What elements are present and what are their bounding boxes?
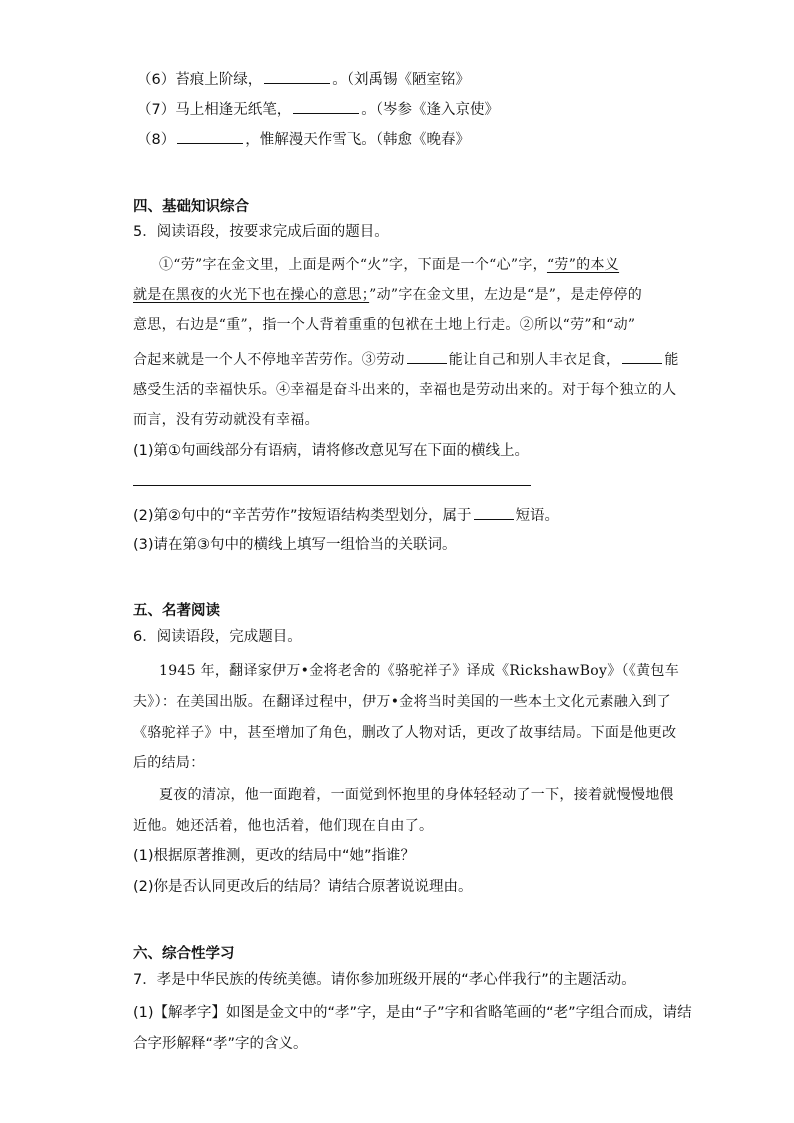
- passage-6-line: 近他。她还活着，他也活着，他们现在自由了。: [133, 818, 434, 834]
- passage-5-line: 感受生活的幸福快乐。④幸福是奋斗出来的，幸福也是劳动出来的。对于每个独立的人: [133, 382, 677, 398]
- question-5-prompt: 5．阅读语段，按要求完成后面的题目。: [133, 224, 389, 240]
- passage-5-line: 意思，右边是“重”，指一个人背着重重的包袱在土地上行走。②所以“劳”和“动”: [133, 317, 636, 333]
- answer-blank[interactable]: [293, 98, 359, 114]
- question-5-1: (1)第①句画线部分有语病，请将修改意见写在下面的横线上。: [133, 443, 530, 459]
- poem-line-8: （8） ，惟解漫天作雪飞。（韩愈《晚春》: [137, 128, 470, 150]
- passage-5-line: 而言，没有劳动就没有幸福。: [133, 412, 319, 428]
- question-5-2: (2)第②句中的“辛苦劳作”按短语结构类型划分，属于 短语。: [133, 504, 559, 526]
- answer-blank[interactable]: [622, 348, 662, 364]
- poem-line-7: （7）马上相逢无纸笔， 。（岑参《逢入京使》: [137, 98, 499, 120]
- question-6-2: (2)你是否认同更改后的结局？请结合原著说说理由。: [133, 879, 473, 895]
- answer-blank[interactable]: [474, 504, 514, 520]
- question-7-1-cont: 合字形解释“孝”字的含义。: [133, 1036, 308, 1052]
- poem-line-6: （6）苔痕上阶绿， 。（刘禹锡《陋室铭》: [137, 68, 470, 90]
- answer-blank[interactable]: [407, 348, 447, 364]
- section-4-title: 四、基础知识综合: [133, 199, 249, 215]
- question-6-1: (1)根据原著推测，更改的结局中“她”指谁？: [133, 848, 416, 864]
- passage-6-line: 夏夜的清凉，他一面跑着，一面觉到怀抱里的身体轻轻动了一下，接着就慢慢地偎: [159, 787, 674, 803]
- underlined-sentence: 就是在黑夜的火光下也在操心的意思；: [133, 287, 370, 303]
- passage-6-line: 《骆驼祥子》中，甚至增加了角色，删改了人物对话，更改了故事结局。下面是他更改: [133, 725, 677, 741]
- section-6-title: 六、综合性学习: [133, 946, 235, 962]
- question-6-prompt: 6．阅读语段，完成题目。: [133, 629, 302, 645]
- passage-5-line: 就是在黑夜的火光下也在操心的意思；”动”字在金文里，左边是“是”，是走停停的: [133, 287, 643, 303]
- passage-6-line: 后的结局：: [133, 755, 205, 771]
- question-7-prompt: 7．孝是中华民族的传统美德。请你参加班级开展的“孝心伴我行”的主题活动。: [133, 972, 636, 988]
- passage-5-line: ①“劳”字在金文里，上面是两个“火”字，下面是一个“心”字，“劳”的本义: [159, 257, 620, 273]
- underlined-sentence: “劳”的本义: [546, 257, 620, 273]
- answer-blank[interactable]: [264, 68, 330, 84]
- passage-5-line: 合起来就是一个人不停地辛苦劳作。③劳动 能让自己和别人丰衣足食， 能: [133, 348, 679, 370]
- question-7-1: (1)【解孝字】如图是金文中的“孝”字，是由“子”字和省略笔画的“老”字组合而成，请结: [133, 1005, 692, 1021]
- section-5-title: 五、名著阅读: [133, 603, 220, 619]
- passage-6-line: 1945 年，翻译家伊万•金将老舍的《骆驼祥子》译成《RickshawBoy》（《黄包车: [159, 663, 680, 679]
- answer-blank[interactable]: [177, 128, 243, 144]
- answer-line[interactable]: [133, 485, 531, 486]
- question-5-3: (3)请在第③句中的横线上填写一组恰当的关联词。: [133, 537, 457, 553]
- passage-6-line: 夫》）：在美国出版。在翻译过程中，伊万•金将当时美国的一些本土文化元素融入到了: [133, 694, 671, 710]
